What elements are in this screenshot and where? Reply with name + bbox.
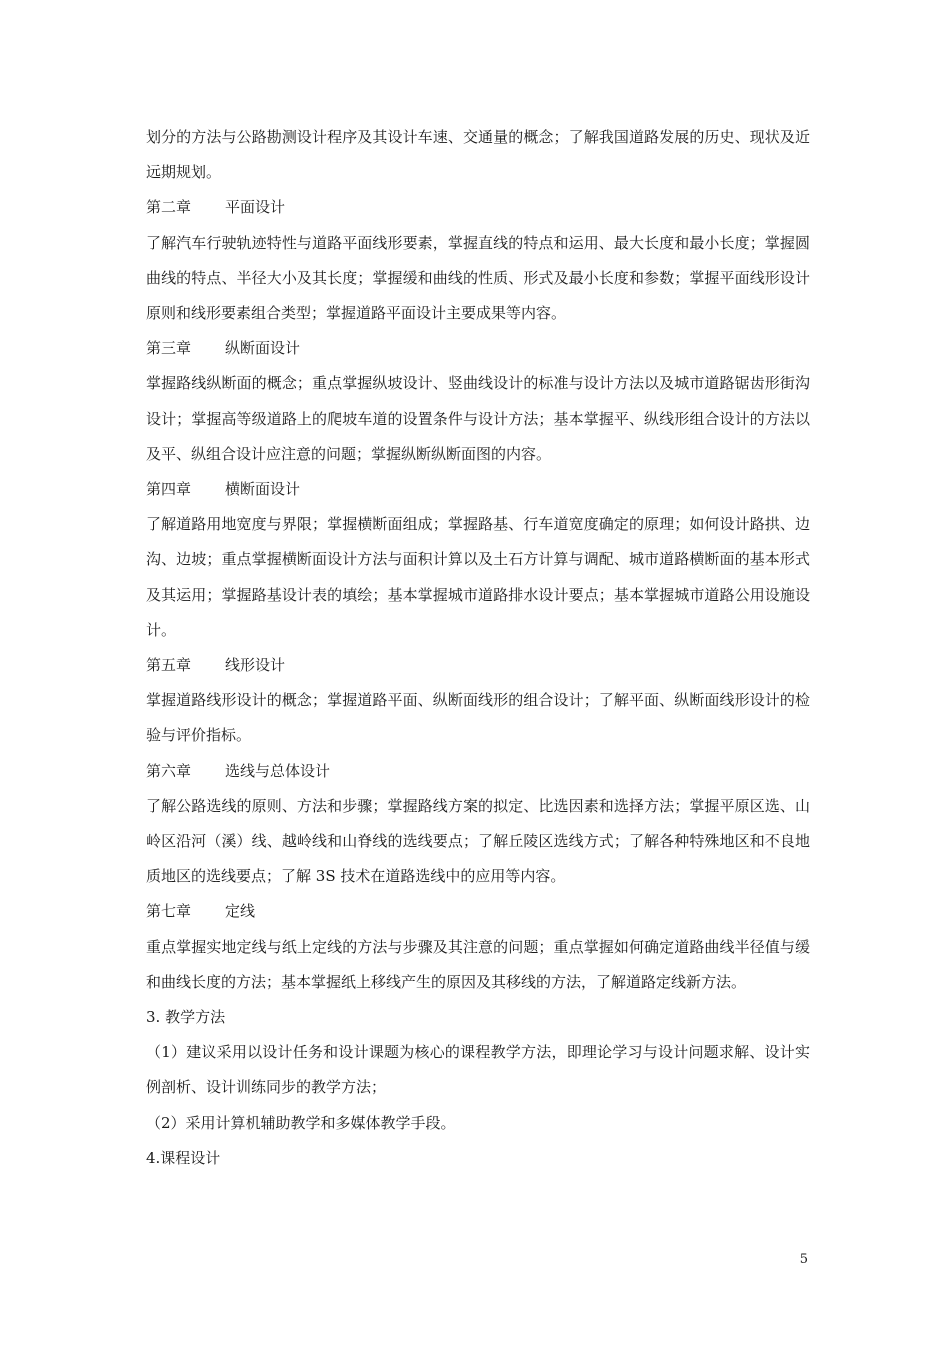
chapter-body-2: 了解汽车行驶轨迹特性与道路平面线形要素，掌握直线的特点和运用、最大长度和最小长度；掌握圆曲线的特点、半径大小及其长度；掌握缓和曲线的性质、形式及最小长度和参数；掌握平面线形设计原则和线形要素组合类型；掌握道路平面设计主要成果等内容。 (146, 233, 810, 323)
chapter-title: 定线 (225, 902, 256, 921)
chapter-title: 选线与总体设计 (225, 761, 331, 780)
paragraph-intro-continuation: 划分的方法与公路勘测设计程序及其设计车速、交通量的概念；了解我国道路发展的历史、现状及近远期规划。 (146, 128, 810, 182)
section-heading-teaching-methods: 3. 教学方法 (146, 1008, 226, 1027)
chapter-heading-2 (146, 190, 810, 225)
chapter-number: 第三章 (146, 339, 192, 358)
chapter-number: 第四章 (146, 480, 192, 499)
chapter-number: 第二章 (146, 198, 192, 217)
chapter-body-6: 了解公路选线的原则、方法和步骤；掌握路线方案的拟定、比选因素和选择方法；掌握平原区选、山岭区沿河（溪）线、越岭线和山脊线的选线要点；了解丘陵区选线方式；了解各种特殊地区和不良地质地区的选线要点；了解 3S 技术在道路选线中的应用等内容。 (146, 796, 810, 886)
chapter-heading-4 (146, 472, 810, 507)
chapter-body-7: 重点掌握实地定线与纸上定线的方法与步骤及其注意的问题；重点掌握如何确定道路曲线半径值与缓和曲线长度的方法；基本掌握纸上移线产生的原因及其移线的方法，了解道路定线新方法。 (146, 937, 810, 991)
section-heading-course-design: 4.课程设计 (146, 1148, 221, 1167)
chapter-title: 纵断面设计 (225, 339, 301, 358)
chapter-heading-3 (146, 331, 810, 366)
chapter-number: 第七章 (146, 902, 192, 921)
chapter-title: 平面设计 (225, 198, 286, 217)
chapter-heading-6 (146, 754, 810, 789)
chapter-heading-5 (146, 648, 810, 683)
chapter-heading-7 (146, 894, 810, 929)
document-body (146, 120, 810, 1176)
chapter-title: 线形设计 (225, 656, 286, 675)
teaching-method-item-2: （2）采用计算机辅助教学和多媒体教学手段。 (146, 1113, 456, 1132)
chapter-number: 第五章 (146, 656, 192, 675)
chapter-body-3: 掌握路线纵断面的概念；重点掌握纵坡设计、竖曲线设计的标准与设计方法以及城市道路锯齿形街沟设计；掌握高等级道路上的爬坡车道的设置条件与设计方法；基本掌握平、纵线形组合设计的方法以及平、纵组合设计应注意的问题；掌握纵断纵断面图的内容。 (146, 374, 810, 463)
chapter-title: 横断面设计 (225, 480, 301, 499)
teaching-method-item-1: （1）建议采用以设计任务和设计课题为核心的课程教学方法，即理论学习与设计问题求解、设计实例剖析、设计训练同步的教学方法； (146, 1043, 810, 1097)
chapter-body-5: 掌握道路线形设计的概念；掌握道路平面、纵断面线形的组合设计；了解平面、纵断面线形设计的检验与评价指标。 (146, 691, 810, 745)
chapter-body-4: 了解道路用地宽度与界限；掌握横断面组成；掌握路基、行车道宽度确定的原理；如何设计路拱、边沟、边坡；重点掌握横断面设计方法与面积计算以及土石方计算与调配、城市道路横断面的基本形式及其运用；掌握路基设计表的填绘；基本掌握城市道路排水设计要点；基本掌握城市道路公用设施设计。 (146, 515, 810, 639)
chapter-number: 第六章 (146, 761, 192, 780)
page-number: 5 (799, 1252, 808, 1267)
